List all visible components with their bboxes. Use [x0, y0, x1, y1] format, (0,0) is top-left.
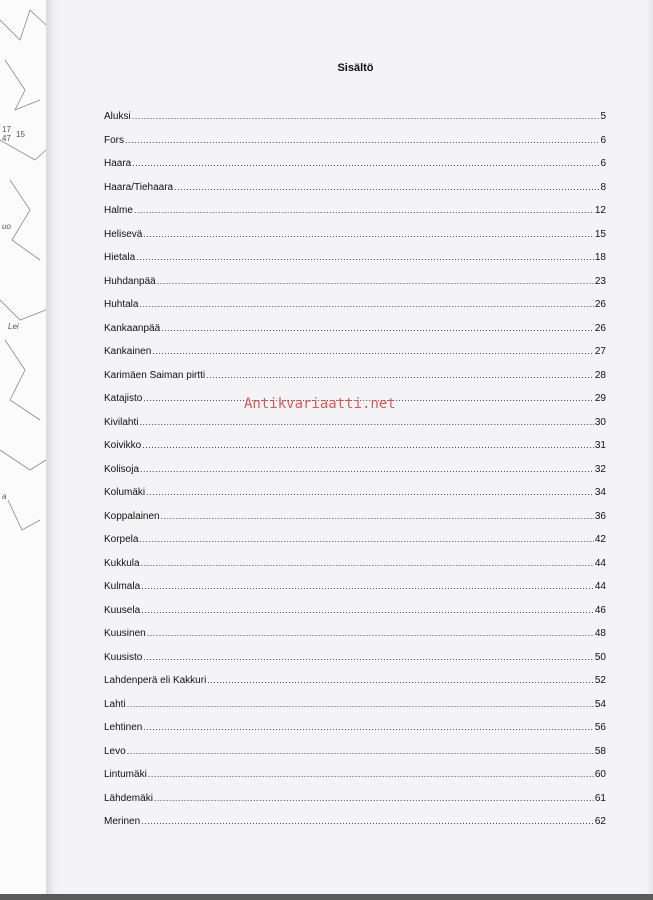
toc-entry	[104, 252, 606, 276]
toc-dot-leader	[143, 722, 594, 732]
toc-dot-leader	[157, 276, 594, 286]
toc-dot-leader	[147, 628, 594, 638]
toc-entry	[104, 746, 606, 770]
map-label: a	[2, 492, 7, 501]
toc-page-number: 44	[594, 557, 606, 569]
toc-dot-leader	[132, 111, 600, 121]
toc-page-number: 32	[594, 463, 606, 475]
toc-entry-title: Katajisto	[104, 393, 143, 404]
toc-entry-title: Kulmala	[104, 581, 141, 592]
toc-page-number: 31	[594, 440, 606, 451]
toc-entry-title: Kankainen	[104, 346, 152, 357]
toc-entry	[104, 205, 606, 229]
toc-page-number: 56	[594, 722, 606, 733]
toc-entry	[104, 158, 606, 182]
toc-page-number: 62	[594, 816, 606, 827]
toc-dot-leader	[141, 816, 594, 826]
toc-page-number: 29	[594, 393, 606, 404]
toc-entry-title: Huhtala	[104, 299, 139, 310]
toc-dot-leader	[152, 346, 594, 356]
toc-page-number: 6	[600, 158, 606, 169]
toc-page-number: 27	[594, 346, 606, 357]
toc-page-number: 34	[594, 487, 606, 498]
toc-entry-title: Koppalainen	[104, 510, 160, 522]
page-edge	[647, 0, 653, 900]
map-label: 15	[16, 130, 25, 139]
watermark-text: Antikvariaatti.net	[244, 396, 396, 412]
toc-entry-title: Lahti	[104, 698, 126, 710]
toc-entry	[104, 652, 606, 676]
toc-entry-title: Kuusisto	[104, 651, 143, 663]
toc-entry	[104, 511, 606, 535]
toc-dot-leader	[148, 769, 594, 779]
toc-entry	[104, 111, 606, 135]
toc-entry	[104, 299, 606, 323]
toc-entry-title: Karimäen Saiman pirtti	[104, 369, 206, 381]
toc-page-number: 28	[594, 369, 606, 381]
toc-entry	[104, 276, 606, 300]
toc-entry	[104, 558, 606, 582]
toc-entry-title: Kankaanpää	[104, 322, 161, 334]
toc-dot-leader	[161, 323, 594, 333]
page-title: Sisältö	[337, 62, 374, 74]
toc-dot-leader	[143, 229, 594, 239]
toc-entry	[104, 675, 606, 699]
toc-entry-title: Levo	[104, 745, 126, 757]
toc-entry-title: Kukkula	[104, 557, 140, 569]
toc-dot-leader	[161, 511, 594, 521]
toc-entry-title: Lintumäki	[104, 769, 147, 780]
map-strip	[0, 0, 47, 900]
toc-entry-title: Halme	[104, 205, 133, 216]
toc-page-number: 6	[600, 134, 606, 146]
toc-dot-leader	[139, 417, 593, 427]
toc-page-number: 61	[594, 792, 606, 804]
toc-entry	[104, 816, 606, 840]
toc-dot-leader	[154, 793, 594, 803]
toc-entry	[104, 722, 606, 746]
map-label: Lei	[8, 322, 19, 331]
table-of-contents	[104, 111, 606, 840]
toc-entry	[104, 346, 606, 370]
toc-page-number: 44	[594, 581, 606, 592]
toc-entry	[104, 417, 606, 441]
toc-entry-title: Merinen	[104, 816, 141, 827]
toc-entry-title: Kolumäki	[104, 487, 146, 498]
toc-entry-title: Fors	[104, 134, 124, 146]
toc-entry	[104, 182, 606, 206]
toc-dot-leader	[139, 534, 593, 544]
toc-entry	[104, 135, 606, 159]
toc-page-number: 5	[600, 111, 606, 122]
toc-entry	[104, 534, 606, 558]
toc-entry-title: Huhdanpää	[104, 275, 156, 287]
toc-dot-leader	[206, 370, 594, 380]
document-page	[58, 0, 653, 900]
toc-page-number: 36	[594, 510, 606, 522]
toc-page-number: 8	[600, 181, 606, 193]
toc-dot-leader	[143, 652, 594, 662]
toc-entry-title: Hietala	[104, 252, 136, 263]
toc-page-number: 18	[594, 252, 606, 263]
toc-entry-title: Lehtinen	[104, 722, 143, 733]
toc-dot-leader	[125, 135, 599, 145]
toc-dot-leader	[141, 581, 594, 591]
bottom-edge	[0, 894, 653, 900]
map-label: 17	[2, 125, 11, 134]
toc-page-number: 30	[594, 416, 606, 428]
book-gutter	[46, 0, 58, 900]
toc-entry	[104, 699, 606, 723]
toc-page-number: 23	[594, 275, 606, 287]
toc-page-number: 12	[594, 205, 606, 216]
map-label: uo	[2, 222, 11, 231]
map-label: 47	[2, 134, 11, 143]
toc-page-number: 50	[594, 651, 606, 663]
toc-dot-leader	[127, 746, 594, 756]
toc-entry	[104, 793, 606, 817]
toc-entry	[104, 229, 606, 253]
toc-entry-title: Lähdemäki	[104, 792, 153, 804]
toc-entry-title: Korpela	[104, 534, 139, 545]
toc-dot-leader	[207, 675, 594, 685]
toc-entry	[104, 628, 606, 652]
toc-page-number: 26	[594, 299, 606, 310]
toc-entry-title: Lahdenperä eli Kakkuri	[104, 675, 207, 686]
toc-page-number: 15	[594, 228, 606, 240]
toc-entry	[104, 370, 606, 394]
toc-entry	[104, 323, 606, 347]
toc-page-number: 48	[594, 628, 606, 639]
toc-entry	[104, 464, 606, 488]
toc-entry-title: Kolisoja	[104, 463, 140, 475]
toc-entry-title: Kuusinen	[104, 628, 146, 639]
toc-dot-leader	[174, 182, 599, 192]
toc-entry	[104, 487, 606, 511]
toc-dot-leader	[134, 205, 594, 215]
toc-entry-title: Aluksi	[104, 111, 131, 122]
toc-entry	[104, 440, 606, 464]
toc-dot-leader	[127, 699, 594, 709]
toc-dot-leader	[132, 158, 599, 168]
toc-entry	[104, 581, 606, 605]
toc-dot-leader	[141, 605, 594, 615]
toc-page-number: 46	[594, 604, 606, 616]
toc-page-number: 26	[594, 322, 606, 334]
toc-entry	[104, 605, 606, 629]
toc-entry-title: Koivikko	[104, 440, 142, 451]
toc-entry	[104, 769, 606, 793]
toc-page-number: 54	[594, 698, 606, 710]
toc-dot-leader	[140, 464, 594, 474]
toc-page-number: 58	[594, 745, 606, 757]
toc-page-number: 42	[594, 534, 606, 545]
toc-dot-leader	[139, 299, 593, 309]
toc-page-number: 52	[594, 675, 606, 686]
toc-entry-title: Haara	[104, 158, 132, 169]
toc-entry-title: Kivilahti	[104, 416, 139, 428]
toc-entry-title: Helisevä	[104, 228, 143, 240]
toc-dot-leader	[141, 558, 594, 568]
toc-entry-title: Kuusela	[104, 604, 141, 616]
toc-dot-leader	[142, 440, 594, 450]
toc-dot-leader	[146, 487, 594, 497]
toc-entry-title: Haara/Tiehaara	[104, 181, 174, 193]
toc-dot-leader	[136, 252, 594, 262]
toc-page-number: 60	[594, 769, 606, 780]
